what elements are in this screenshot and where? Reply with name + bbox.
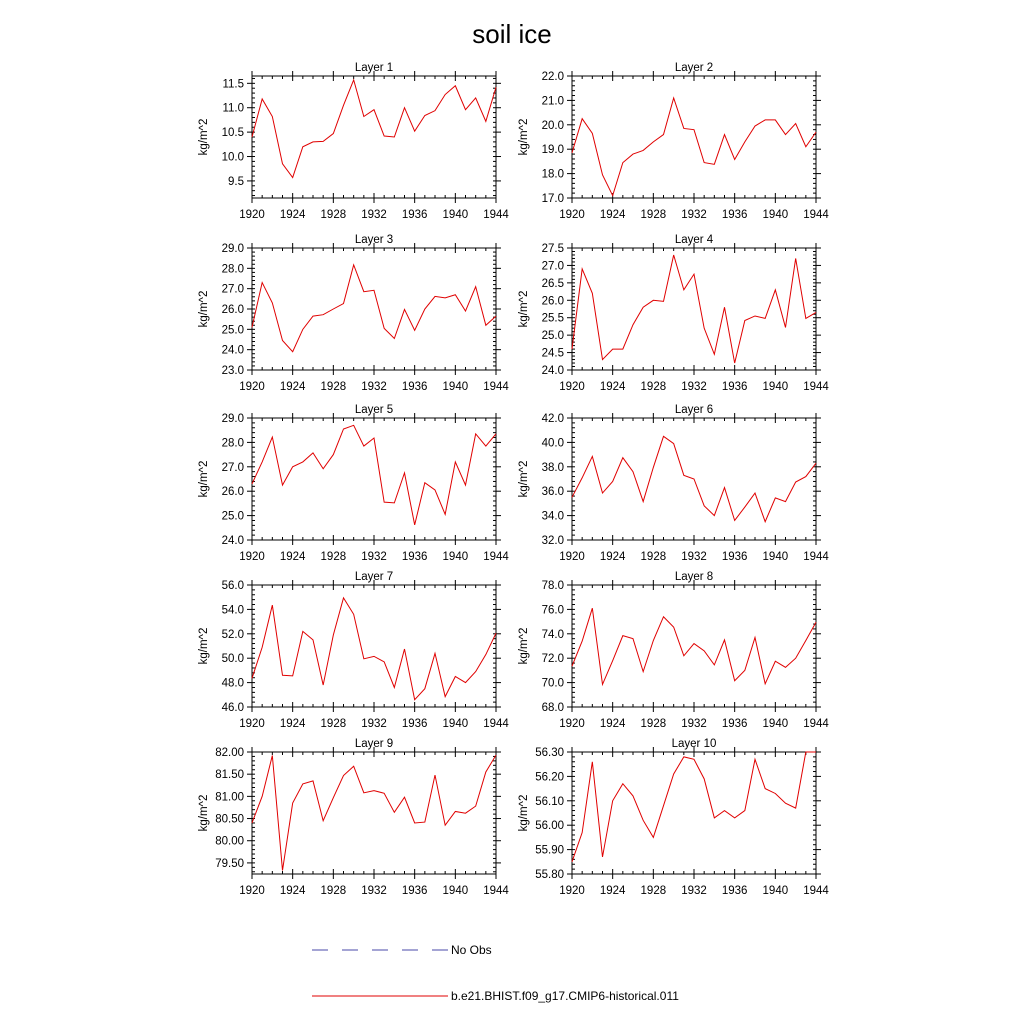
panels-grid [198,62,829,897]
x-tick-label: 1924 [599,718,626,730]
y-tick-label: 80.00 [215,835,244,848]
x-tick-label: 1944 [483,885,509,897]
series-line [252,755,496,870]
y-tick-label: 81.50 [215,769,244,782]
y-tick-label: 11.0 [222,102,244,115]
y-tick-label: 68.0 [541,702,564,714]
x-tick-label: 1944 [803,718,829,730]
y-tick-label: 24.0 [541,365,564,377]
panel-layer-3 [198,234,509,393]
y-tick-label: 25.0 [221,324,244,337]
y-tick-label: 34.0 [541,510,564,523]
series-line [252,598,496,700]
x-tick-label: 1932 [681,209,707,221]
x-tick-label: 1936 [401,381,428,393]
panel-layer-4 [518,234,829,393]
y-tick-label: 24.0 [221,344,244,357]
y-tick-label: 54.0 [221,604,244,617]
x-tick-label: 1932 [361,718,387,730]
x-tick-label: 1940 [442,551,469,563]
panel-title: Layer 4 [674,234,714,246]
x-tick-label: 1932 [681,885,707,897]
y-axis-label: kg/m^2 [518,794,530,832]
y-tick-label: 56.30 [535,747,564,759]
y-tick-label: 25.0 [541,330,564,343]
y-tick-label: 56.20 [535,771,564,784]
x-tick-label: 1936 [401,885,428,897]
y-tick-label: 81.00 [215,791,244,804]
y-tick-label: 74.0 [541,628,564,641]
y-tick-label: 26.0 [221,486,244,499]
x-tick-label: 1920 [239,718,265,730]
x-tick-label: 1920 [559,381,585,393]
x-tick-label: 1932 [681,381,707,393]
x-tick-label: 1940 [762,551,789,563]
x-tick-label: 1944 [483,551,509,563]
y-tick-label: 32.0 [541,535,564,547]
panel-title: Layer 10 [671,738,717,750]
x-tick-label: 1936 [721,885,748,897]
panel-layer-6 [518,404,829,563]
panel-title: Layer 2 [674,62,714,74]
y-tick-label: 29.0 [221,413,244,425]
plot-frame [252,585,496,707]
legend-model-label: b.e21.BHIST.f09_g17.CMIP6-historical.011 [451,989,679,1003]
y-tick-label: 56.10 [535,795,564,808]
panel-layer-5 [198,404,509,563]
legend-obs-label: No Obs [451,943,492,957]
series-line [252,265,496,352]
plot-frame [252,752,496,874]
y-axis-label: kg/m^2 [518,290,530,328]
x-tick-label: 1932 [361,551,387,563]
x-tick-label: 1920 [559,885,585,897]
x-tick-label: 1924 [279,885,306,897]
x-tick-label: 1920 [239,885,265,897]
x-tick-label: 1920 [559,718,585,730]
y-tick-label: 10.5 [221,127,244,140]
y-tick-label: 40.0 [541,437,564,450]
y-tick-label: 55.80 [535,869,564,881]
x-tick-label: 1936 [721,551,748,563]
y-tick-label: 26.0 [541,295,564,308]
panel-title: Layer 8 [674,571,714,583]
x-tick-label: 1936 [401,209,428,221]
x-tick-label: 1928 [640,885,667,897]
x-tick-label: 1932 [361,381,387,393]
x-tick-label: 1932 [681,718,707,730]
x-tick-label: 1920 [239,209,265,221]
y-tick-label: 36.0 [541,486,564,499]
y-tick-label: 25.0 [221,510,244,523]
series-line [572,608,816,684]
x-tick-label: 1928 [640,209,667,221]
series-line [252,80,496,178]
y-tick-label: 28.0 [221,437,244,450]
series-line [572,255,816,363]
y-tick-label: 9.5 [228,175,244,188]
y-tick-label: 26.5 [541,277,564,290]
figure-title: soil ice [472,19,552,49]
y-tick-label: 56.00 [535,820,564,833]
y-tick-label: 10.0 [221,151,244,164]
series-line [572,436,816,521]
x-tick-label: 1924 [599,381,626,393]
y-tick-label: 50.0 [221,653,244,666]
y-tick-label: 25.5 [541,312,564,325]
y-tick-label: 11.5 [222,78,244,91]
x-tick-label: 1944 [483,381,509,393]
y-tick-label: 48.0 [221,677,244,690]
y-tick-label: 52.0 [221,628,244,641]
y-axis-label: kg/m^2 [518,118,530,156]
panel-layer-10 [518,738,829,897]
y-axis-label: kg/m^2 [198,118,210,156]
x-tick-label: 1924 [599,885,626,897]
x-tick-label: 1932 [361,885,387,897]
y-tick-label: 19.0 [541,144,564,157]
x-tick-label: 1920 [239,551,265,563]
plot-frame [572,76,816,198]
y-tick-label: 17.0 [541,193,564,205]
y-tick-label: 42.0 [541,413,564,425]
y-axis-label: kg/m^2 [518,627,530,665]
y-tick-label: 27.5 [541,243,564,255]
x-tick-label: 1944 [803,885,829,897]
panel-title: Layer 1 [354,62,394,74]
x-tick-label: 1940 [762,209,789,221]
x-tick-label: 1928 [320,551,347,563]
y-tick-label: 27.0 [541,260,564,273]
x-tick-label: 1924 [599,209,626,221]
x-tick-label: 1924 [599,551,626,563]
x-tick-label: 1940 [442,718,469,730]
x-tick-label: 1940 [442,381,469,393]
panel-layer-1 [198,62,509,221]
y-tick-label: 55.90 [535,844,564,857]
plot-frame [572,248,816,370]
x-tick-label: 1920 [559,209,585,221]
y-tick-label: 38.0 [541,461,564,474]
x-tick-label: 1944 [803,381,829,393]
y-tick-label: 72.0 [541,653,564,666]
plot-frame [252,248,496,370]
y-tick-label: 28.0 [221,263,244,276]
y-tick-label: 24.0 [221,535,244,547]
x-tick-label: 1928 [640,551,667,563]
panel-title: Layer 9 [354,738,394,750]
y-axis-label: kg/m^2 [198,290,210,328]
panel-layer-7 [198,571,509,730]
x-tick-label: 1924 [279,209,306,221]
x-tick-label: 1944 [483,209,509,221]
y-tick-label: 76.0 [541,604,564,617]
y-tick-label: 24.5 [541,347,564,360]
legend [312,943,679,1003]
y-tick-label: 27.0 [221,283,244,296]
plot-frame [572,752,816,874]
y-tick-label: 78.0 [541,580,564,592]
y-tick-label: 56.0 [221,580,244,592]
y-axis-label: kg/m^2 [198,627,210,665]
y-tick-label: 82.00 [215,747,244,759]
y-axis-label: kg/m^2 [518,460,530,498]
y-tick-label: 26.0 [221,304,244,316]
x-tick-label: 1940 [762,381,789,393]
x-tick-label: 1924 [279,718,306,730]
x-tick-label: 1928 [640,718,667,730]
y-tick-label: 21.0 [541,95,564,108]
panel-title: Layer 5 [354,404,394,416]
y-tick-label: 27.0 [221,461,244,474]
x-tick-label: 1932 [681,551,707,563]
x-tick-label: 1944 [803,551,829,563]
x-tick-label: 1928 [320,381,347,393]
x-tick-label: 1936 [721,381,748,393]
x-tick-label: 1940 [442,209,469,221]
y-tick-label: 80.50 [215,813,244,826]
panel-title: Layer 7 [354,571,394,583]
x-tick-label: 1944 [483,718,509,730]
x-tick-label: 1928 [320,209,347,221]
x-tick-label: 1936 [401,551,428,563]
y-axis-label: kg/m^2 [198,460,210,498]
x-tick-label: 1940 [762,718,789,730]
x-tick-label: 1924 [279,551,306,563]
plot-frame [252,418,496,540]
y-tick-label: 29.0 [221,243,244,255]
panel-layer-8 [518,571,829,730]
panel-layer-9 [198,738,509,897]
y-tick-label: 70.0 [541,677,564,690]
y-tick-label: 23.0 [221,365,244,377]
series-line [252,425,496,525]
y-tick-label: 46.0 [221,702,244,714]
x-tick-label: 1936 [721,209,748,221]
x-tick-label: 1928 [320,885,347,897]
x-tick-label: 1924 [279,381,306,393]
x-tick-label: 1920 [559,551,585,563]
series-line [572,98,816,196]
x-tick-label: 1936 [721,718,748,730]
x-tick-label: 1920 [239,381,265,393]
y-tick-label: 79.50 [215,857,244,870]
y-tick-label: 22.0 [541,71,564,83]
x-tick-label: 1940 [762,885,789,897]
x-tick-label: 1928 [640,381,667,393]
x-tick-label: 1936 [401,718,428,730]
x-tick-label: 1940 [442,885,469,897]
y-tick-label: 20.0 [541,119,564,132]
plot-frame [572,585,816,707]
x-tick-label: 1932 [361,209,387,221]
panel-layer-2 [518,62,829,221]
panel-title: Layer 3 [354,234,394,246]
y-tick-label: 18.0 [541,168,564,181]
panel-title: Layer 6 [674,404,714,416]
x-tick-label: 1944 [803,209,829,221]
y-axis-label: kg/m^2 [198,794,210,832]
series-line [572,752,816,862]
x-tick-label: 1928 [320,718,347,730]
